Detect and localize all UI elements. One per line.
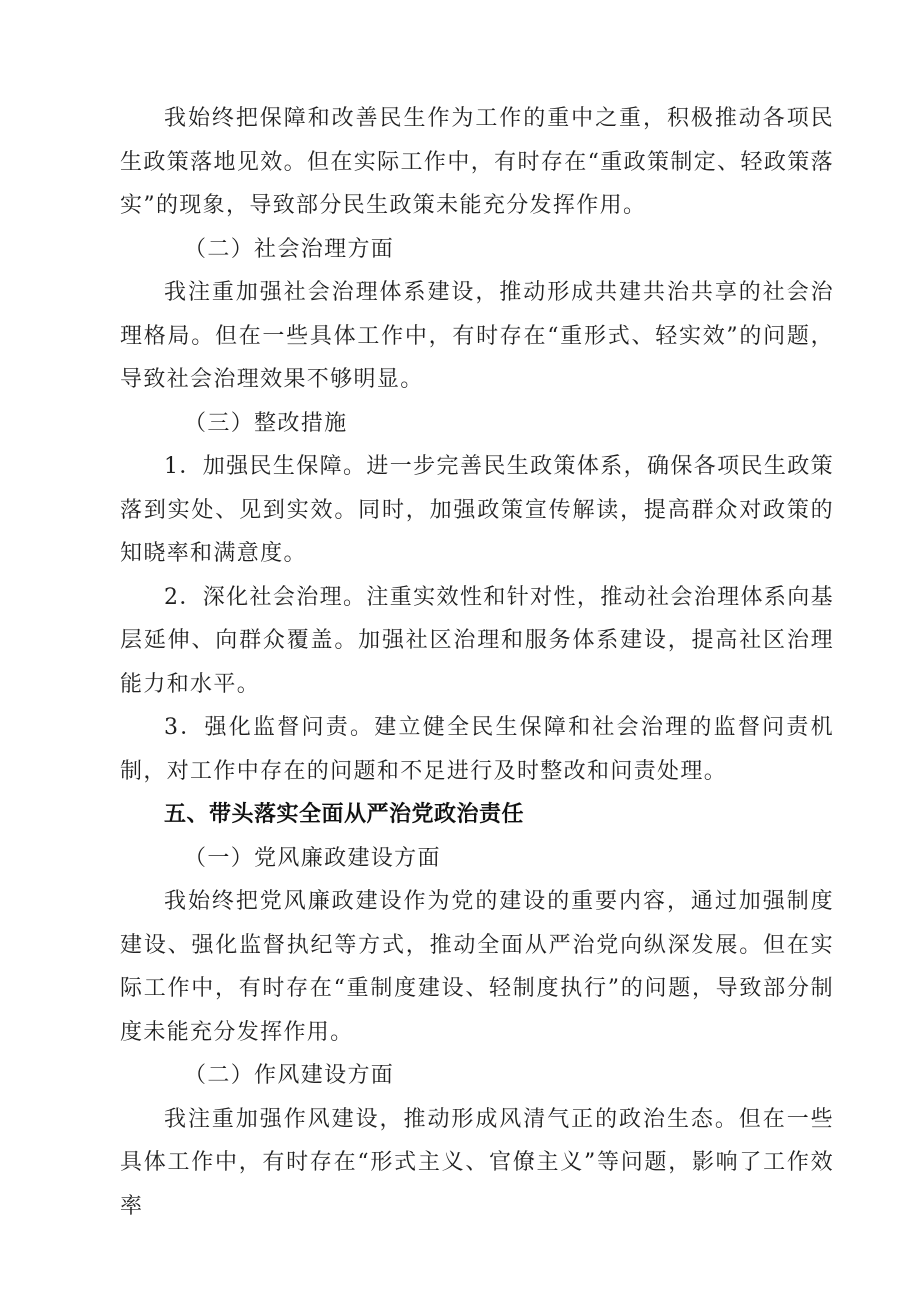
subheading-social-governance: （二）社会治理方面 (184, 236, 395, 262)
subheading-rectification-measures: （三）整改措施 (184, 410, 348, 436)
subheading-party-conduct: （一）党风廉政建设方面 (184, 845, 441, 871)
subheading-work-style: （二）作风建设方面 (184, 1063, 395, 1088)
paragraph-livelihood-policy: 我始终把保障和改善民生作为工作的重中之重，积极推动各项民生政策落地见效。但在实际工作中，有时存在“重政策制定、轻政策落实”的现象，导致部分民生政策未能充分发挥作用。 (120, 106, 834, 218)
paragraph-measure-3: 3．强化监督问责。建立健全民生保障和社会治理的监督问责机制，对工作中存在的问题和不足进行及时整改和问责处理。 (120, 715, 834, 784)
paragraph-work-style: 我注重加强作风建设，推动形成风清气正的政治生态。但在一些具体工作中，有时存在“形式主义、官僚主义”等问题，影响了工作效率 (120, 1106, 834, 1219)
paragraph-party-conduct: 我始终把党风廉政建设作为党的建设的重要内容，通过加强制度建设、强化监督执纪等方式，推动全面从严治党向纵深发展。但在实际工作中，有时存在“重制度建设、轻制度执行”的问题，导致部分制度未能充分发挥作用。 (120, 889, 834, 1045)
paragraph-social-governance: 我注重加强社会治理体系建设，推动形成共建共治共享的社会治理格局。但在一些具体工作中，有时存在“重形式、轻实效”的问题，导致社会治理效果不够明显。 (120, 280, 834, 392)
document-body (120, 97, 834, 1228)
section-heading-five: 五、带头落实全面从严治党政治责任 (164, 802, 525, 827)
paragraph-measure-2: 2．深化社会治理。注重实效性和针对性，推动社会治理体系向基层延伸、向群众覆盖。加强社区治理和服务体系建设，提高社区治理能力和水平。 (120, 584, 834, 697)
paragraph-measure-1: 1．加强民生保障。进一步完善民生政策体系，确保各项民生政策落到实处、见到实效。同时，加强政策宣传解读，提高群众对政策的知晓率和满意度。 (120, 454, 834, 566)
